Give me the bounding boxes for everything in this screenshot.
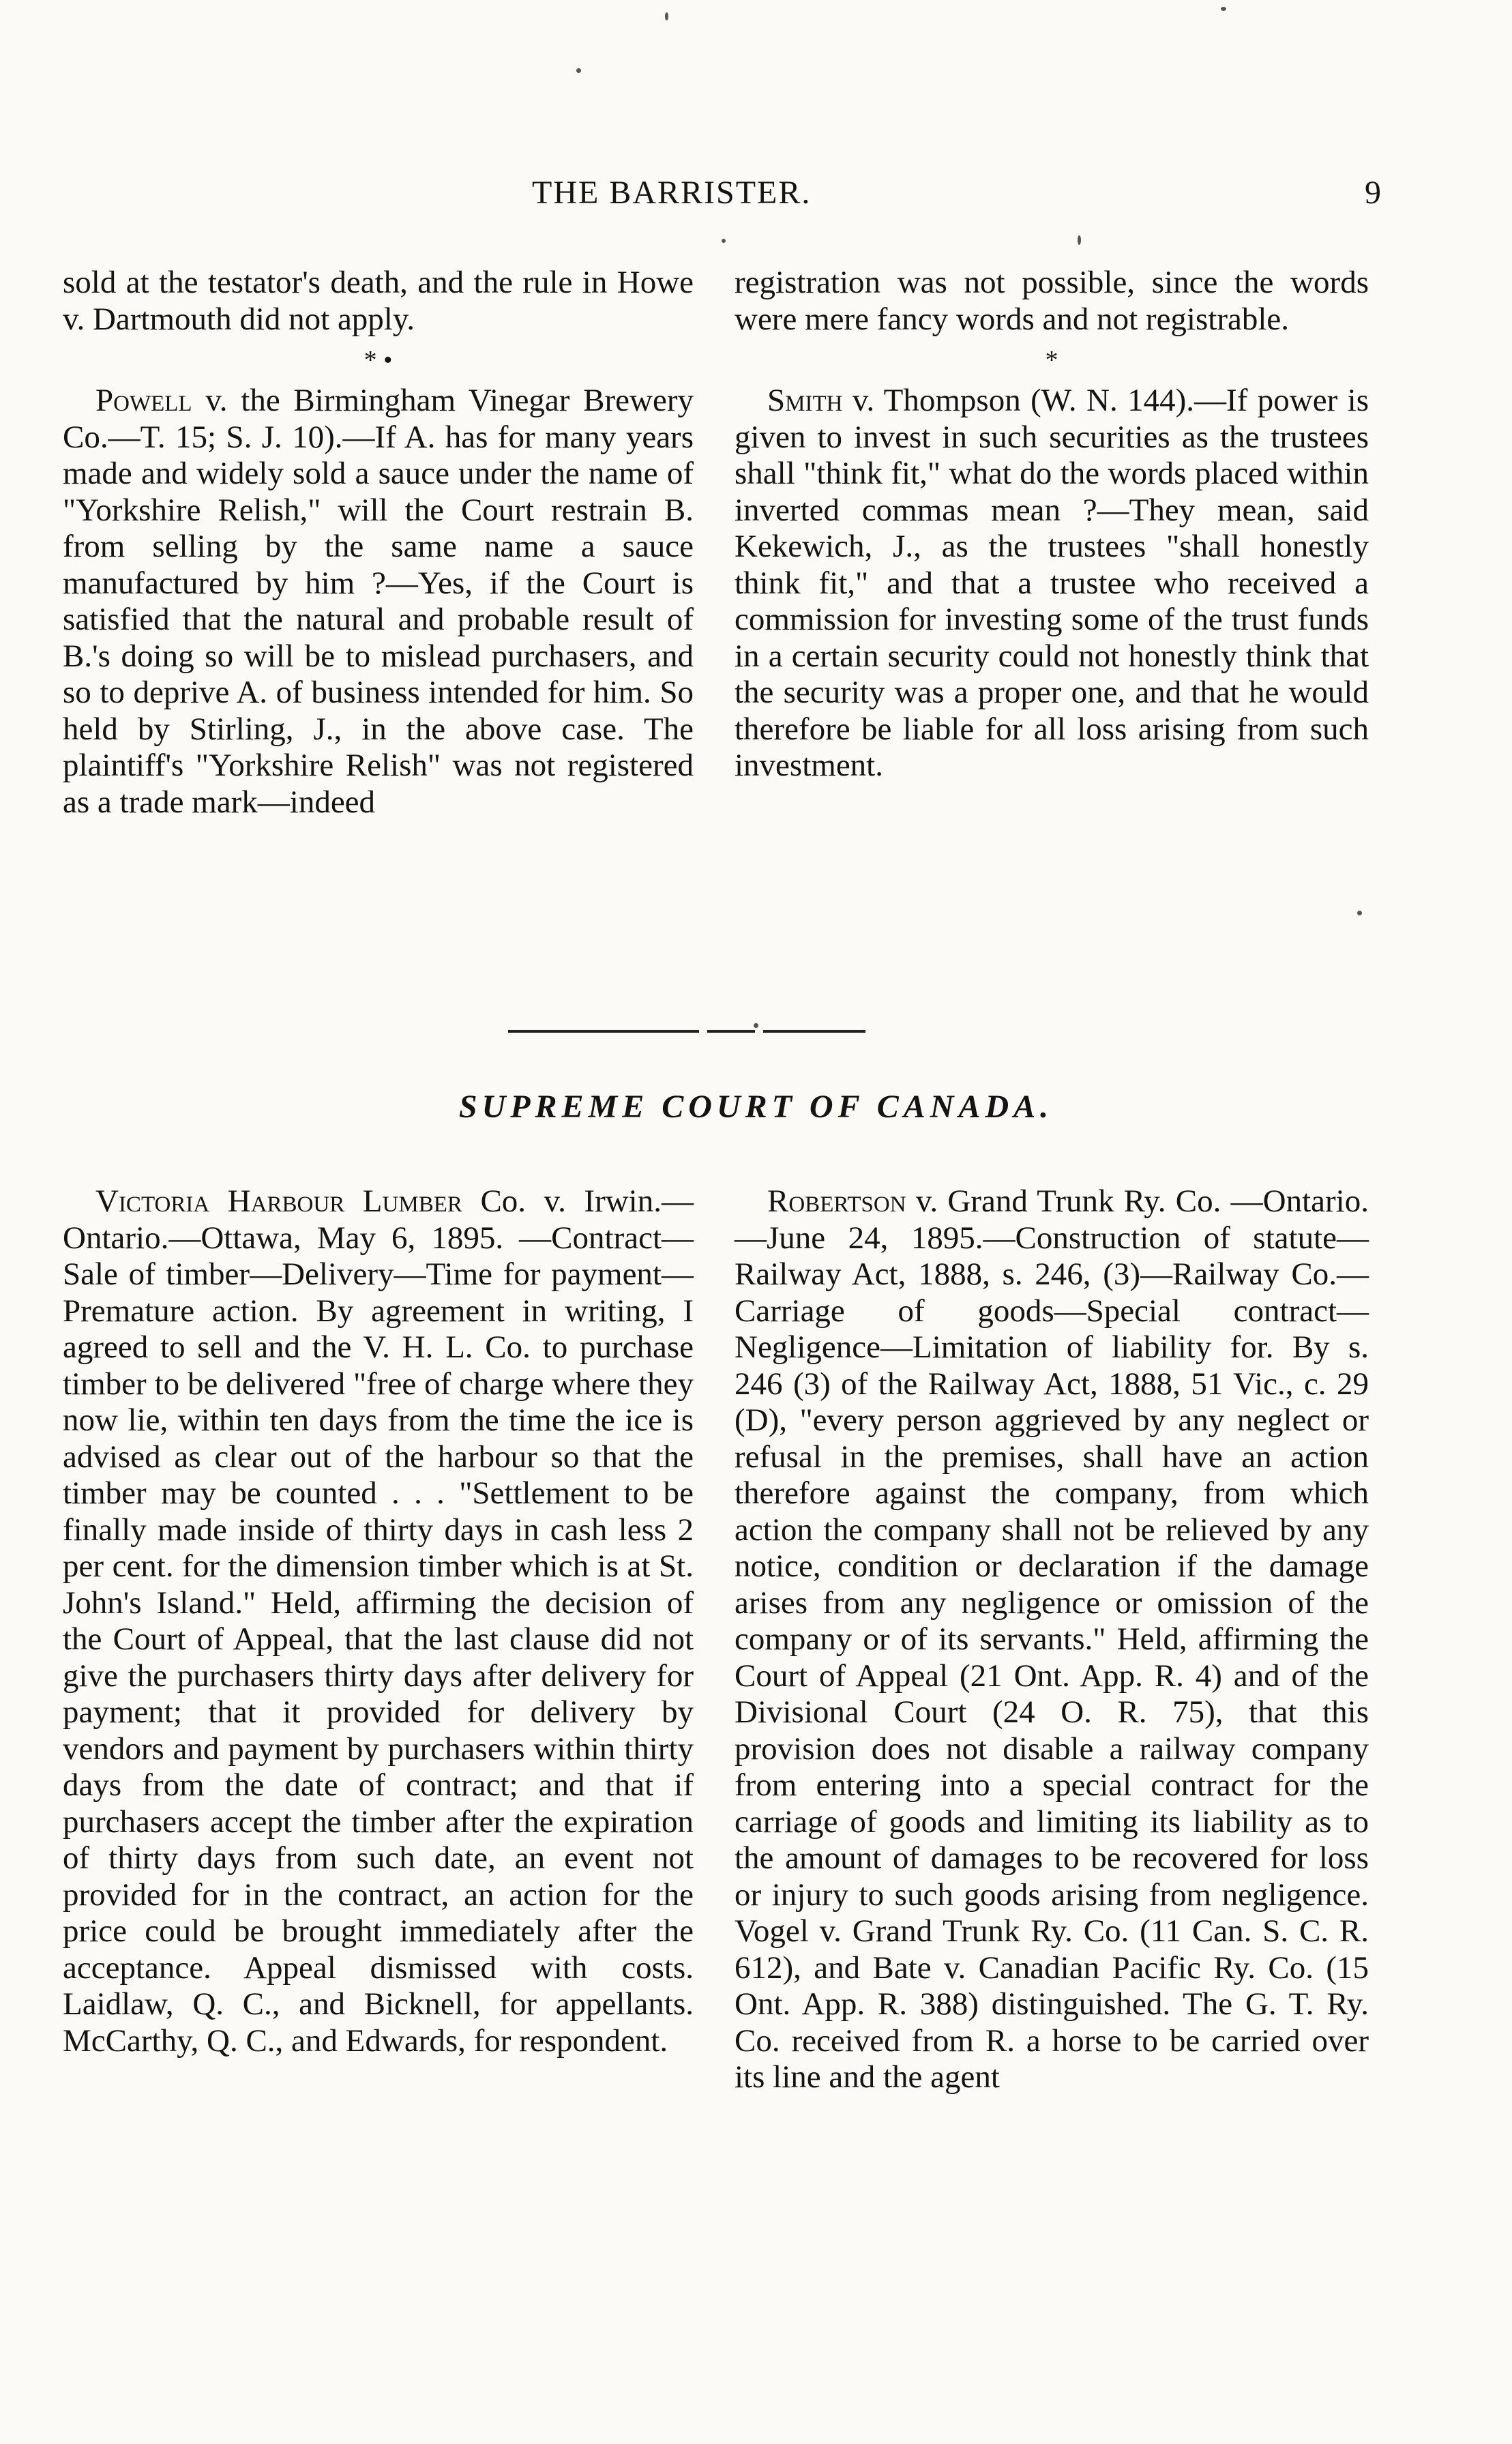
case-name-robertson: Robertson — [767, 1183, 906, 1219]
divider-segment — [763, 1030, 865, 1033]
bottom-right-column — [735, 1183, 1369, 2096]
scan-speck — [754, 1023, 758, 1028]
page-number: 9 — [1365, 175, 1381, 211]
top-right-column — [735, 265, 1369, 784]
divider-segment — [707, 1030, 755, 1033]
paragraph-powell-text: v. the Birmingham Vinegar Brewery Co.—T. 15; S. J. 10).—If A. has for many years made and widely sold a sauce under the name of "Yorkshire Relish," will the Court restrain B. from selling by the same name a sauce manufactured by him ?—Yes, if the Court is satisfied that the natural and probable result of B.'s doing so will be to mislead purchasers, and so to deprive A. of business intended for him. So held by Stirling, J., in the above case. The plaintiff's "Yorkshire Relish" was not registered as a trade mark—indeed — [63, 383, 694, 820]
paragraph-robertson — [735, 1183, 1369, 2096]
paragraph-smith-text: v. Thompson (W. N. 144).—If power is given to invest in such securities as the trustees shall "think fit," what do the words placed within inverted commas mean ?—They mean, said Kekewich, J., as the trustees "shall honestly think fit," and that a trustee who received a commission for investing some of the trust funds in a certain security could not honestly think that the security was a proper one, and that he would therefore be liable for all loss arising from such investment. — [735, 383, 1369, 783]
case-name-smith: Smith — [767, 383, 843, 418]
section-heading: SUPREME COURT OF CANADA. — [458, 1089, 1054, 1125]
scan-speck — [722, 239, 726, 243]
scan-speck — [1221, 7, 1226, 11]
bottom-left-column — [63, 1183, 694, 2059]
paragraph-howe-dartmouth: sold at the testator's death, and the rule in Howe v. Dartmouth did not apply. — [63, 265, 694, 337]
paragraph-victoria-text: Co. v. Irwin.—Ontario.—Ottawa, May 6, 1895. —Contract—Sale of timber—Delivery—Time for payment—Premature action. By agreement in writing, I agreed to sell and the V. H. L. Co. to purchase timber to be delivered "free of charge where they now lie, within ten days from the time the ice is advised as clear out of the harbour so that the timber may be counted . . . "Settlement to be finally made inside of thirty days in cash less 2 per cent. for the dimension timber which is at St. John's Island." Held, affirming the decision of the Court of Appeal, that the last clause did not give the purchasers thirty days after delivery for payment; that it provided for delivery by vendors and payment by purchasers within thirty days from the date of contract; and that if purchasers accept the timber after the expiration of thirty days from such date, an event not provided for in the contract, an action for the price could be brought immediately after the acceptance. Appeal dismissed with costs. Laidlaw, Q. C., and Bicknell, for appellants. McCarthy, Q. C., and Edwards, for respondent. — [63, 1183, 694, 2059]
top-left-column — [63, 265, 694, 821]
scan-speck — [576, 68, 581, 73]
case-name-powell: Powell — [95, 383, 192, 418]
paragraph-smith-thompson — [735, 383, 1369, 784]
divider-segment — [508, 1030, 699, 1033]
scan-speck — [1078, 235, 1081, 245]
running-title: THE BARRISTER. — [532, 175, 812, 211]
paragraph-robertson-text: v. Grand Trunk Ry. Co. —Ontario.—June 24, 1895.—Construction of statute—Railway Act, 1888, s. 246, (3)—Railway Co.—Carriage of goods—Special contract—Negligence—Limitation of liability for. By s. 246 (3) of the Railway Act, 1888, 51 Vic., c. 29 (D), "every person aggrieved by any neglect or refusal in the premises, shall have an action therefore against the company, from which action the company shall not be relieved by any notice, condition or declaration if the damage arises from any negligence or omission of the company or of its servants." Held, affirming the Court of Appeal (21 Ont. App. R. 4) and of the Divisional Court (24 O. R. 75), that this provision does not disable a railway company from entering into a special contract for the carriage of goods and limiting its liability as to the amount of damages to be recovered for loss or injury to such goods arising from negligence. Vogel v. Grand Trunk Ry. Co. (11 Can. S. C. R. 612), and Bate v. Canadian Pacific Ry. Co. (15 Ont. App. R. 388) distinguished. The G. T. Ry. Co. received from R. a horse to be carried over its line and the agent — [735, 1183, 1369, 2095]
scan-speck — [665, 12, 668, 20]
scan-speck — [1357, 911, 1362, 915]
running-header — [477, 174, 1381, 222]
section-divider-rule — [508, 1030, 865, 1033]
paragraph-registration: registration was not possible, since the words were mere fancy words and not registrable. — [735, 265, 1369, 337]
ornament-asterisk: * • — [364, 346, 393, 374]
ornament-asterisk: * — [1045, 346, 1058, 374]
paragraph-victoria-harbour — [63, 1183, 694, 2059]
paragraph-powell — [63, 383, 694, 821]
case-name-victoria-harbour: Victoria Harbour Lumber — [95, 1183, 462, 1219]
